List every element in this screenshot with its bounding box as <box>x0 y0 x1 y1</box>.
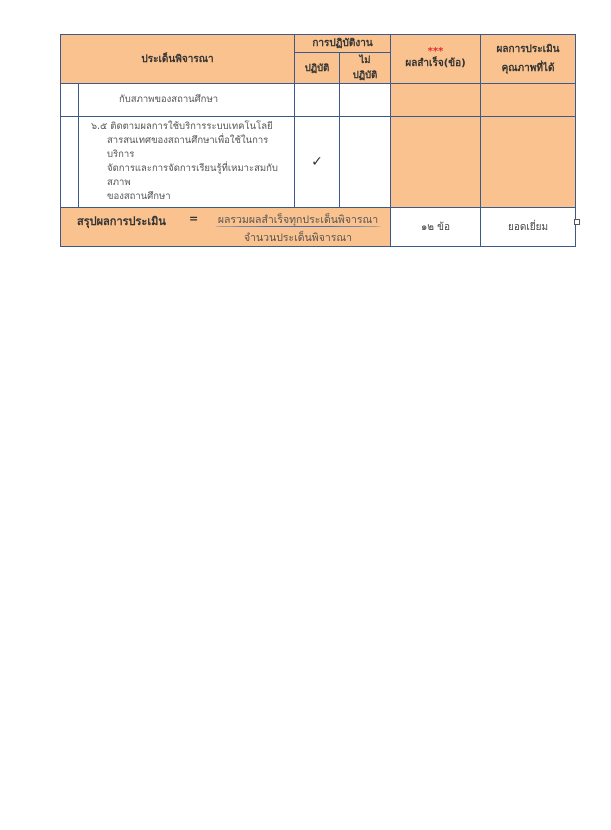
checkmark-icon: ✓ <box>295 117 340 208</box>
row-line-1: ติดตามผลการใช้บริการระบบเทคโนโลยี <box>110 121 273 132</box>
fraction-line <box>215 226 381 227</box>
stars-mark: *** <box>427 45 444 57</box>
not-practiced-header <box>340 53 391 84</box>
row-criteria-text <box>79 117 295 208</box>
result-header-label: ผลสำเร็จ(ข้อ) <box>405 57 466 69</box>
row-quality-cell <box>481 84 576 117</box>
row-number: ๖.๕ <box>91 121 108 132</box>
row-line-2: สารสนเทศของสถานศึกษาเพื่อใช้ในการบริการ <box>107 135 269 160</box>
row-practiced-cell <box>295 84 340 117</box>
summary-numerator: ผลรวมผลสำเร็จทุกประเด็นพิจารณา <box>217 214 379 226</box>
row-spacer <box>61 117 79 208</box>
practiced-header: ปฏิบัติ <box>295 53 340 84</box>
criteria-header: ประเด็นพิจารณา <box>61 35 295 84</box>
evaluation-table <box>60 34 576 247</box>
summary-equals: = <box>189 212 199 225</box>
not-practiced-line2: ปฏิบัติ <box>352 70 378 81</box>
row-line-4: ของสถานศึกษา <box>107 191 171 202</box>
row-spacer <box>61 84 79 117</box>
quality-header-line1: ผลการประเมิน <box>496 44 560 55</box>
practice-header: การปฏิบัติงาน <box>295 35 391 53</box>
summary-label: สรุปผลการประเมิน <box>77 215 166 228</box>
row-criteria-text: กับสภาพของสถานศึกษา <box>79 84 295 117</box>
row-not-practiced-cell <box>340 117 391 208</box>
summary-denominator: จำนวนประเด็นพิจารณา <box>243 232 353 244</box>
quality-header-line2: คุณภาพที่ได้ <box>501 63 555 74</box>
summary-quality: ยอดเยี่ยม <box>481 208 576 247</box>
summary-formula <box>61 208 391 247</box>
row-line-3: จัดการและการจัดการเรียนรู้ที่เหมาะสมกับสภาพ <box>107 163 278 188</box>
row-result-cell <box>391 84 481 117</box>
table-resize-handle[interactable] <box>574 219 580 225</box>
row-result-cell <box>391 117 481 208</box>
row-quality-cell <box>481 117 576 208</box>
summary-result: ๑๒ ข้อ <box>391 208 481 247</box>
table-row <box>61 117 576 208</box>
summary-row <box>61 208 576 247</box>
result-header <box>391 35 481 84</box>
table-row <box>61 84 576 117</box>
not-practiced-line1: ไม่ <box>359 55 371 66</box>
row-not-practiced-cell <box>340 84 391 117</box>
quality-header <box>481 35 576 84</box>
